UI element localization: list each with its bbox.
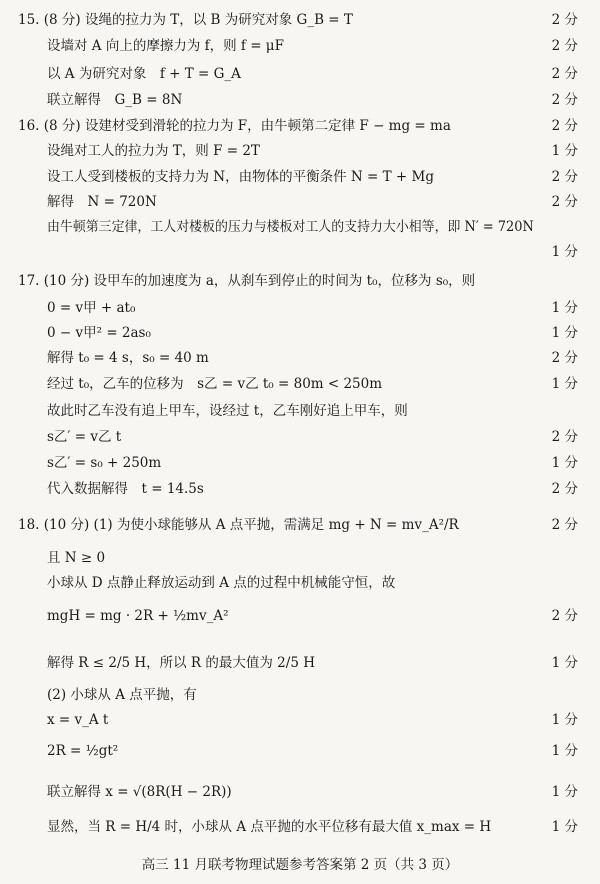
answer-line [0, 779, 600, 805]
answer-line [0, 214, 600, 240]
answer-line [0, 682, 600, 708]
answer-line [0, 268, 600, 294]
answer-line [0, 424, 600, 450]
answer-line [0, 371, 600, 397]
answer-text: (2) 小球从 A 点平抛，有 [47, 687, 197, 703]
answer-text: 15. (8 分) 设绳的拉力为 T，以 B 为研究对象 G_B = T [18, 12, 353, 28]
answer-line [0, 87, 600, 113]
answer-line [0, 239, 600, 265]
answer-text: 故此时乙车没有追上甲车，设经过 t，乙车刚好追上甲车，则 [47, 403, 408, 419]
score-label: 1 分 [551, 743, 578, 759]
answer-line [0, 189, 600, 215]
score-label: 2 分 [551, 608, 578, 624]
answer-text: 经过 t₀，乙车的位移为 s乙 = v乙 t₀ = 80m < 250m [47, 376, 383, 392]
answer-line [0, 113, 600, 139]
answer-line [0, 164, 600, 190]
score-label: 1 分 [551, 300, 578, 316]
answer-text: 2R = ½gt² [47, 743, 119, 759]
score-label: 2 分 [551, 66, 578, 82]
answer-line [0, 33, 600, 59]
score-label: 2 分 [551, 169, 578, 185]
score-label: 1 分 [551, 143, 578, 159]
answer-text: 设墙对 A 向上的摩擦力为 f，则 f = μF [47, 38, 284, 54]
answer-line [0, 570, 600, 596]
score-label: 2 分 [551, 350, 578, 366]
answer-text: 解得 N = 720N [47, 194, 157, 210]
answer-text: 联立解得 x = √(8R(H − 2R)) [47, 784, 232, 800]
answer-line [0, 603, 600, 629]
score-label: 2 分 [551, 481, 578, 497]
answer-line [0, 707, 600, 733]
score-label: 1 分 [551, 244, 578, 260]
answer-line [0, 138, 600, 164]
answer-line [0, 7, 600, 33]
score-label: 2 分 [551, 517, 578, 533]
answer-text: 设工人受到楼板的支持力为 N，由物体的平衡条件 N = T + Mg [47, 169, 434, 185]
answer-line [0, 512, 600, 538]
answer-text: 小球从 D 点静止释放运动到 A 点的过程中机械能守恒，故 [47, 575, 396, 591]
answer-text: mgH = mg · 2R + ½mv_A² [47, 608, 229, 624]
answer-text: 由牛顿第三定律，工人对楼板的压力与楼板对工人的支持力大小相等，即 N′ = 720N [47, 219, 534, 235]
answer-text: 16. (8 分) 设建材受到滑轮的拉力为 F，由牛顿第二定律 F − mg = ma [18, 118, 451, 134]
answer-text: 设绳对工人的拉力为 T，则 F = 2T [47, 143, 260, 159]
answer-line [0, 545, 600, 571]
answer-line [0, 61, 600, 87]
score-label: 1 分 [551, 325, 578, 341]
answer-line [0, 295, 600, 321]
score-label: 1 分 [551, 376, 578, 392]
answer-text: s乙′ = s₀ + 250m [47, 455, 162, 471]
score-label: 1 分 [551, 784, 578, 800]
answer-line [0, 398, 600, 424]
answer-line [0, 320, 600, 346]
answer-text: 解得 t₀ = 4 s，s₀ = 40 m [47, 350, 209, 366]
answer-text: 0 = v甲 + at₀ [47, 300, 136, 316]
score-label: 2 分 [551, 92, 578, 108]
answer-text: 0 − v甲² = 2as₀ [47, 325, 151, 341]
answer-text: 显然，当 R = H/4 时，小球从 A 点平抛的水平位移有最大值 x_max = H [47, 819, 492, 835]
answer-text: 联立解得 G_B = 8N [47, 92, 183, 108]
page-footer: 高三 11 月联考物理试题参考答案第 2 页（共 3 页） [141, 857, 459, 873]
answer-text: 且 N ≥ 0 [47, 550, 106, 566]
answer-text: 17. (10 分) 设甲车的加速度为 a，从刹车到停止的时间为 t₀，位移为 s₀，则 [18, 273, 476, 289]
score-label: 2 分 [551, 429, 578, 445]
score-label: 1 分 [551, 819, 578, 835]
answer-text: 以 A 为研究对象 f + T = G_A [47, 66, 241, 82]
answer-line [0, 814, 600, 840]
answer-text: 18. (10 分) (1) 为使小球能够从 A 点平抛，需满足 mg + N = mv_A²/R [18, 517, 459, 533]
answer-line [0, 738, 600, 764]
score-label: 2 分 [551, 38, 578, 54]
answer-text: s乙′ = v乙 t [47, 429, 122, 445]
score-label: 1 分 [551, 712, 578, 728]
score-label: 2 分 [551, 194, 578, 210]
answer-text: x = v_A t [47, 712, 109, 728]
answer-line [0, 476, 600, 502]
answer-line [0, 650, 600, 676]
answer-line [0, 450, 600, 476]
answer-line [0, 345, 600, 371]
answer-text: 解得 R ≤ 2/5 H，所以 R 的最大值为 2/5 H [47, 655, 315, 671]
answer-text: 代入数据解得 t = 14.5s [47, 481, 204, 497]
score-label: 1 分 [551, 455, 578, 471]
score-label: 2 分 [551, 118, 578, 134]
score-label: 2 分 [551, 12, 578, 28]
score-label: 1 分 [551, 655, 578, 671]
